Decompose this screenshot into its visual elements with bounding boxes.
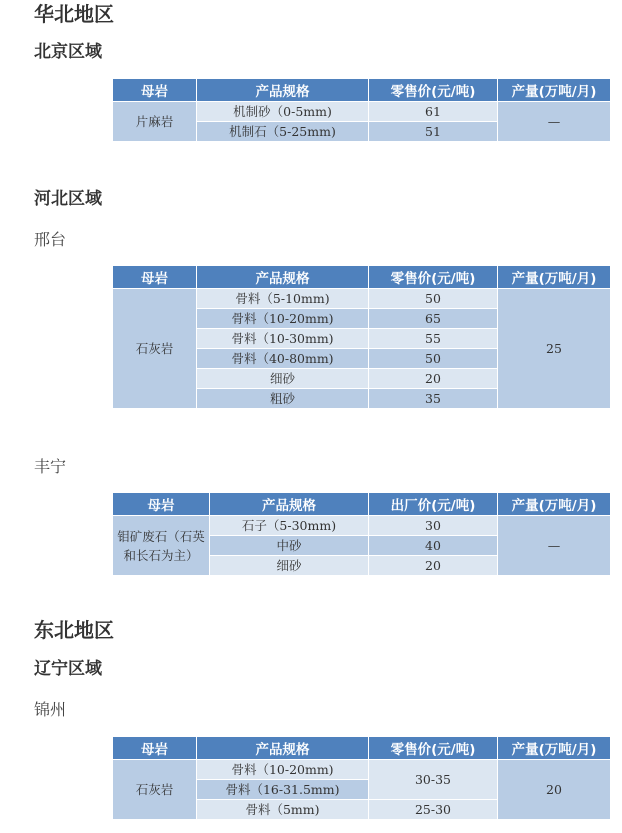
price-table-beijing (112, 78, 611, 142)
city-label-xingtai: 邢台 (34, 230, 67, 249)
table-row (113, 516, 611, 536)
header-rock: 母岩 (113, 266, 197, 289)
header-output: 产量(万吨/月) (498, 737, 611, 760)
spec-cell: 粗砂 (197, 389, 369, 409)
header-spec: 产品规格 (197, 737, 369, 760)
price-cell: 20 (369, 369, 498, 389)
price-cell: 65 (369, 309, 498, 329)
output-cell: 20 (498, 760, 611, 820)
price-cell: 50 (369, 289, 498, 309)
header-price: 零售价(元/吨) (369, 737, 498, 760)
table-row (113, 760, 611, 780)
spec-cell: 细砂 (210, 556, 369, 576)
city-label-fengning: 丰宁 (34, 457, 67, 476)
table-header-row (113, 79, 611, 102)
subregion-heading-beijing: 北京区域 (34, 42, 102, 62)
region-heading-northeast: 东北地区 (34, 618, 114, 642)
spec-cell: 细砂 (197, 369, 369, 389)
header-output: 产量(万吨/月) (498, 266, 611, 289)
spec-cell: 骨料（5-10mm) (197, 289, 369, 309)
spec-cell: 骨料（10-20mm) (197, 760, 369, 780)
price-cell: 40 (369, 536, 498, 556)
spec-cell: 机制石（5-25mm) (197, 122, 369, 142)
output-cell: 25 (498, 289, 611, 409)
header-rock: 母岩 (113, 737, 197, 760)
price-table-jinzhou (112, 736, 611, 820)
price-cell: 51 (369, 122, 498, 142)
output-cell: — (498, 102, 611, 142)
price-cell: 20 (369, 556, 498, 576)
price-cell: 35 (369, 389, 498, 409)
header-price: 出厂价(元/吨) (369, 493, 498, 516)
subregion-heading-hebei: 河北区域 (34, 189, 102, 209)
price-cell: 25-30 (369, 800, 498, 820)
price-cell: 30 (369, 516, 498, 536)
price-cell: 61 (369, 102, 498, 122)
table-row (113, 289, 611, 309)
subregion-heading-liaoning: 辽宁区域 (34, 659, 102, 679)
spec-cell: 骨料（10-20mm) (197, 309, 369, 329)
price-table-xingtai (112, 265, 611, 409)
rock-cell: 片麻岩 (113, 102, 197, 142)
price-cell: 50 (369, 349, 498, 369)
spec-cell: 中砂 (210, 536, 369, 556)
rock-cell: 石灰岩 (113, 760, 197, 820)
header-spec: 产品规格 (197, 79, 369, 102)
spec-cell: 骨料（5mm) (197, 800, 369, 820)
city-label-jinzhou: 锦州 (34, 700, 67, 719)
spec-cell: 骨料（16-31.5mm) (197, 780, 369, 800)
header-spec: 产品规格 (210, 493, 369, 516)
table-header-row (113, 266, 611, 289)
header-spec: 产品规格 (197, 266, 369, 289)
rock-cell: 石灰岩 (113, 289, 197, 409)
price-table-fengning (112, 492, 611, 576)
spec-cell: 机制砂（0-5mm) (197, 102, 369, 122)
output-cell: — (498, 516, 611, 576)
spec-cell: 骨料（40-80mm) (197, 349, 369, 369)
header-output: 产量(万吨/月) (498, 79, 611, 102)
price-cell: 55 (369, 329, 498, 349)
table-header-row (113, 737, 611, 760)
region-heading-north-china: 华北地区 (34, 2, 114, 26)
header-output: 产量(万吨/月) (498, 493, 611, 516)
table-row (113, 102, 611, 122)
header-price: 零售价(元/吨) (369, 266, 498, 289)
price-cell: 30-35 (369, 760, 498, 800)
table-header-row (113, 493, 611, 516)
header-price: 零售价(元/吨) (369, 79, 498, 102)
rock-cell: 钼矿废石（石英和长石为主） (113, 516, 210, 576)
spec-cell: 骨料（10-30mm) (197, 329, 369, 349)
header-rock: 母岩 (113, 493, 210, 516)
spec-cell: 石子（5-30mm) (210, 516, 369, 536)
header-rock: 母岩 (113, 79, 197, 102)
